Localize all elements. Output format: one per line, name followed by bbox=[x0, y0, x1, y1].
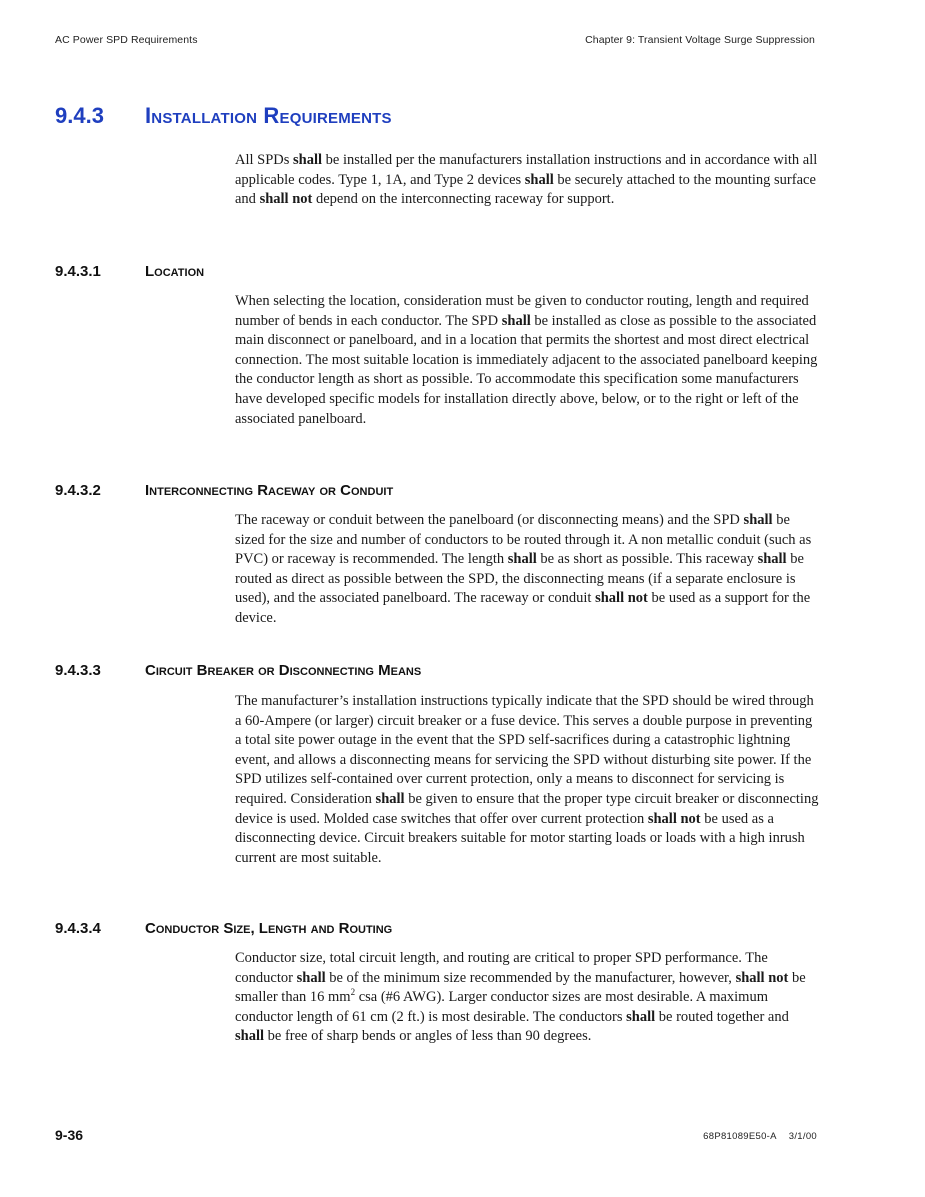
subsection-heading-circuit-breaker bbox=[55, 662, 421, 679]
running-header-left: AC Power SPD Requirements bbox=[55, 34, 198, 46]
section-title: Installation Requirements bbox=[145, 103, 392, 128]
emphasis-shall: shall bbox=[375, 790, 405, 807]
circuit-breaker-paragraph: The manufacturer’s installation instructions typically indicate that the SPD should be wired through a 60-Ampere (or larger) circuit breaker or a fuse device. This serves a double purpose in preventing a total site power outage in the event that the SPD self-sacrifices during a catastrophic lightning event, and allows a disconnecting means for servicing the SPD without disturbing site power. If the SPD utilizes self-contained over current protection, only a means to disconnect for servicing is required. Consideration shall be given to ensure that the proper type circuit breaker or disconnecting device is used. Molded case switches that offer over current protection shall not be used as a disconnecting device. Circuit breakers suitable for motor starting loads or loads with a high inrush current are most suitable. bbox=[235, 693, 819, 866]
superscript: 2 bbox=[350, 987, 356, 998]
emphasis-shall: shall not bbox=[259, 191, 313, 208]
location-paragraph: When selecting the location, consideration must be given to conductor routing, length and required number of bends in each conductor. The SPD shall be installed as close as possible to the associated main disconnect or panelboard, and in a location that permits the shortest and most direct electrical connection. The most suitable location is immediately adjacent to the associated panelboard keeping the conductor length as short as possible. To accommodate this specification some manufacturers have developed specific models for installation directly above, below, or to the right or left of the associated panelboard. bbox=[235, 293, 818, 427]
section-heading bbox=[55, 103, 392, 129]
page-number: 9-36 bbox=[55, 1127, 84, 1143]
subsection-title: Circuit Breaker or Disconnecting Means bbox=[145, 662, 422, 679]
subsection-title: Location bbox=[145, 263, 205, 280]
emphasis-shall: shall bbox=[507, 551, 537, 568]
section-number: 9.4.3 bbox=[55, 103, 104, 128]
emphasis-shall: shall bbox=[626, 1008, 656, 1025]
emphasis-shall: shall bbox=[757, 551, 787, 568]
subsection-number: 9.4.3.1 bbox=[55, 263, 101, 280]
emphasis-shall: shall not bbox=[595, 590, 648, 607]
emphasis-shall: shall bbox=[501, 312, 531, 329]
emphasis-shall: shall bbox=[235, 1028, 265, 1045]
subsection-heading-raceway bbox=[55, 482, 393, 499]
emphasis-shall: shall bbox=[293, 152, 323, 168]
raceway-paragraph: The raceway or conduit between the panelboard (or disconnecting means) and the SPD shall be sized for the size and number of conductors to be routed through it. A non metallic conduit (such as PVC) or raceway is recommended. The length shall be as short as possible. This raceway shall be routed as direct as possible between the SPD, the disconnecting means (if a separate enclosure is used), and the associated panelboard. The raceway or conduit shall not be used as a support for the device. bbox=[235, 512, 812, 626]
footer-doc-info bbox=[703, 1131, 817, 1142]
subsection-title: Interconnecting Raceway or Conduit bbox=[145, 482, 394, 499]
conductor-paragraph: Conductor size, total circuit length, and routing are critical to proper SPD performance. The conductor shall be of the minimum size recommended by the manufacturer, however, shall not be smaller than 16 $mm^2$ csa (#6 AWG). Larger conductor sizes are most desirable. A maximum conductor length of 61 cm (2 ft.) is most desirable. The conductors shall be routed together and shall be free of sharp bends or angles of less than 90 degrees. bbox=[235, 950, 806, 1045]
subsection-title: Conductor Size, Length and Routing bbox=[145, 920, 393, 937]
emphasis-shall: shall bbox=[743, 512, 773, 528]
emphasis-shall: shall bbox=[524, 171, 554, 188]
running-header-right: Chapter 9: Transient Voltage Surge Suppression bbox=[585, 34, 815, 46]
emphasis-shall: shall not bbox=[647, 810, 701, 827]
emphasis-shall: shall not bbox=[735, 969, 789, 986]
subsection-heading-location bbox=[55, 263, 204, 280]
subsection-number: 9.4.3.2 bbox=[55, 482, 101, 499]
subsection-number: 9.4.3.4 bbox=[55, 920, 101, 937]
section-intro-paragraph: All SPDs shall be installed per the manufacturers installation instructions and in accordance with all applicable codes. Type 1, 1A, and Type 2 devices shall be securely attached to the mounting surface and shall not depend on the interconnecting raceway for support. bbox=[235, 152, 818, 208]
subsection-number: 9.4.3.3 bbox=[55, 662, 101, 679]
emphasis-shall: shall bbox=[296, 969, 326, 986]
document-date: 3/1/00 bbox=[788, 1131, 817, 1142]
document-id: 68P81089E50-A bbox=[703, 1131, 777, 1142]
subsection-heading-conductor bbox=[55, 920, 392, 937]
